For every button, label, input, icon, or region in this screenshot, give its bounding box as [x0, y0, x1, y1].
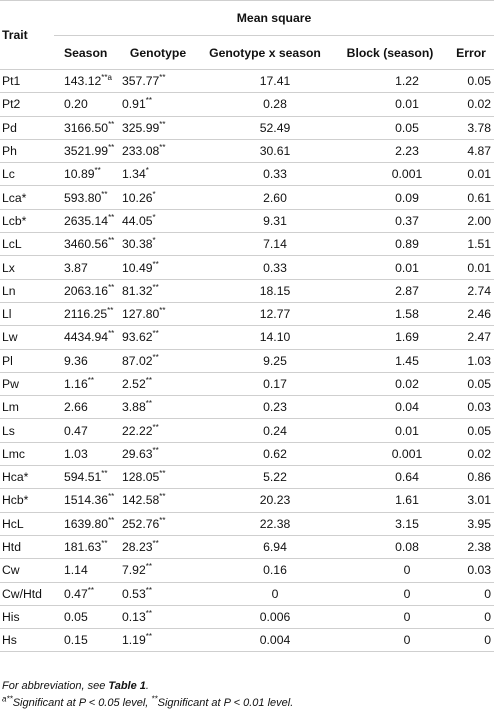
header-genotype-x-season: Genotype x season — [209, 45, 321, 60]
cell-error: 2.46 — [467, 307, 492, 322]
cell-season: 0.47** — [64, 585, 94, 601]
cell-genotype: 28.23** — [122, 539, 159, 555]
cell-genotype: 93.62** — [122, 329, 159, 345]
cell-block-season: 0.01 — [395, 423, 419, 438]
cell-trait: Pt1 — [2, 74, 21, 89]
cell-genotype: 10.26* — [122, 189, 156, 205]
cell-genotype-x-season: 9.31 — [263, 213, 287, 228]
cell-genotype: 325.99** — [122, 119, 166, 135]
table-row — [0, 559, 494, 582]
cell-error: 1.03 — [467, 353, 492, 368]
cell-season: 0.05 — [64, 609, 88, 624]
cell-block-season: 0.89 — [395, 237, 419, 252]
cell-error: 1.51 — [467, 237, 492, 252]
cell-block-season: 2.23 — [395, 144, 419, 159]
cell-trait: His — [2, 609, 20, 624]
table-reference-link[interactable]: Table 1 — [108, 680, 146, 692]
table-row — [0, 116, 494, 139]
table-row — [0, 279, 494, 302]
cell-season: 143.12$^{**a}$ — [64, 73, 112, 89]
cell-genotype: 3.88** — [122, 399, 152, 415]
cell-error: 4.87 — [467, 144, 492, 159]
cell-block-season: 1.58 — [395, 307, 419, 322]
cell-genotype-x-season: 0.33 — [263, 260, 287, 275]
cell-error: 0.61 — [467, 190, 492, 205]
cell-error: 0.05 — [467, 377, 492, 391]
cell-season: 1639.80** — [64, 515, 115, 531]
cell-trait: Ln — [2, 283, 16, 298]
cell-season: 1514.36** — [64, 492, 115, 508]
cell-error: 0.02 — [467, 97, 492, 112]
cell-error: 0.02 — [467, 446, 492, 461]
footnote-significance: $^{a**}$Significant at P < 0.05 level, **Significant at P < 0.01 level. — [2, 694, 294, 709]
cell-genotype: 233.08** — [122, 142, 166, 159]
cell-genotype-x-season: 20.23 — [259, 493, 291, 508]
cell-trait: Ls — [2, 423, 15, 438]
cell-error: 0 — [484, 609, 492, 624]
cell-genotype: 127.80** — [122, 306, 166, 322]
cell-genotype-x-season: 30.61 — [259, 144, 291, 159]
cell-block-season: 0.02 — [395, 377, 419, 391]
cell-error: 2.47 — [467, 330, 492, 345]
table-row — [0, 186, 494, 209]
table-row — [0, 442, 494, 465]
cell-trait: Pw — [2, 377, 19, 391]
cell-season: 2063.16** — [64, 282, 115, 298]
cell-error: 0.01 — [467, 167, 492, 182]
header-season: Season — [64, 45, 108, 60]
table-body — [0, 70, 494, 652]
cell-genotype: 30.38* — [122, 236, 156, 252]
cell-trait: Lw — [2, 330, 18, 345]
cell-trait: Lmc — [2, 446, 26, 461]
table-row — [0, 93, 494, 116]
cell-season: 9.36 — [64, 353, 88, 368]
cell-genotype: 87.02** — [122, 352, 159, 368]
cell-season: 0.15 — [64, 633, 88, 648]
cell-season: 1.03 — [64, 446, 88, 461]
cell-trait: Lca* — [2, 190, 27, 205]
cell-genotype: 142.58** — [122, 492, 166, 508]
cell-block-season: 0.09 — [395, 190, 419, 205]
cell-block-season: 1.61 — [395, 493, 419, 508]
cell-block-season: 0.37 — [395, 213, 419, 228]
table-row — [0, 209, 494, 232]
cell-error: 0 — [484, 633, 492, 648]
cell-trait: LcL — [2, 237, 22, 252]
table-row — [0, 582, 494, 605]
cell-block-season: 3.15 — [395, 516, 419, 531]
table-footnotes — [2, 678, 492, 712]
cell-genotype-x-season: 17.41 — [259, 74, 291, 89]
cell-genotype-x-season: 0.006 — [259, 609, 291, 624]
cell-genotype: 22.22** — [122, 422, 159, 438]
cell-genotype-x-season: 0.24 — [263, 423, 287, 438]
header-mean-square: Mean square — [54, 1, 494, 36]
cell-trait: Pl — [2, 353, 13, 368]
table-row — [0, 302, 494, 325]
cell-genotype-x-season: 0.16 — [263, 563, 287, 578]
table-row — [0, 419, 494, 442]
cell-trait: HcL — [2, 516, 24, 531]
cell-genotype: 1.19** — [122, 632, 152, 648]
table-row — [0, 233, 494, 256]
cell-season: 4434.94** — [64, 329, 115, 345]
cell-genotype-x-season: 5.22 — [263, 470, 287, 485]
table-row — [0, 70, 494, 93]
cell-genotype-x-season: 0 — [271, 586, 279, 601]
cell-block-season: 0.01 — [395, 97, 419, 112]
cell-trait: Ll — [2, 307, 12, 322]
cell-genotype-x-season: 0.62 — [263, 446, 287, 461]
cell-genotype-x-season: 12.77 — [259, 307, 291, 322]
cell-season: 1.16** — [64, 375, 94, 391]
table-row — [0, 466, 494, 489]
header-genotype: Genotype — [129, 45, 187, 60]
cell-genotype-x-season: 22.38 — [259, 516, 291, 531]
cell-genotype: 1.34* — [122, 166, 149, 182]
cell-block-season: 0.001 — [391, 167, 423, 182]
cell-genotype-x-season: 6.94 — [263, 540, 287, 555]
cell-trait: Lx — [2, 260, 15, 275]
cell-trait: Htd — [2, 540, 21, 555]
cell-block-season: 0 — [403, 633, 411, 648]
cell-block-season: 1.45 — [395, 353, 419, 368]
table-row — [0, 396, 494, 419]
cell-trait: Lm — [2, 400, 19, 415]
cell-genotype-x-season: 9.25 — [263, 353, 287, 368]
cell-genotype: 44.05* — [122, 212, 156, 228]
cell-genotype: 0.53** — [122, 585, 152, 601]
cell-error: 0.05 — [467, 74, 492, 89]
cell-genotype: 357.77** — [122, 73, 166, 89]
cell-error: 0.03 — [467, 563, 492, 578]
cell-season: 0.47 — [64, 423, 88, 438]
cell-trait: Hcb* — [2, 493, 29, 508]
cell-season: 3.87 — [64, 260, 88, 275]
cell-season: 3166.50** — [64, 119, 115, 135]
cell-block-season: 2.87 — [395, 283, 419, 298]
cell-season: 10.89** — [64, 166, 101, 182]
cell-block-season: 0 — [403, 563, 411, 578]
table-row — [0, 629, 494, 652]
cell-genotype-x-season: 2.60 — [263, 190, 287, 205]
cell-genotype-x-season: 0.17 — [263, 377, 287, 391]
cell-season: 181.63** — [64, 539, 108, 555]
table-row — [0, 163, 494, 186]
cell-season: 0.20 — [64, 97, 88, 112]
cell-block-season: 0.08 — [395, 540, 419, 555]
cell-season: 1.14 — [64, 563, 88, 578]
table-row — [0, 489, 494, 512]
cell-genotype: 10.49** — [122, 259, 159, 275]
cell-genotype-x-season: 0.33 — [263, 167, 287, 182]
cell-trait: Hca* — [2, 470, 29, 485]
cell-genotype: 29.63** — [122, 445, 159, 461]
cell-trait: Pd — [2, 120, 17, 135]
cell-error: 2.00 — [467, 213, 492, 228]
header-block-season: Block (season) — [346, 45, 434, 60]
footnote-abbreviation: For abbreviation, see Table 1. — [2, 680, 149, 692]
cell-error: 3.78 — [467, 120, 492, 135]
table-header — [0, 1, 494, 70]
cell-genotype-x-season: 0.004 — [259, 633, 291, 648]
cell-trait: Lcb* — [2, 213, 27, 228]
cell-genotype: 7.92** — [122, 562, 152, 578]
cell-genotype: 2.52** — [122, 375, 152, 391]
cell-genotype-x-season: 52.49 — [259, 120, 291, 135]
cell-trait: Hs — [2, 633, 17, 648]
cell-error: 0 — [484, 586, 492, 601]
cell-genotype: 81.32** — [122, 282, 159, 298]
cell-block-season: 0.64 — [395, 470, 419, 485]
cell-genotype: 128.05** — [122, 469, 166, 485]
cell-trait: Cw — [2, 563, 20, 578]
cell-error: 3.01 — [467, 493, 492, 508]
cell-season: 2.66 — [64, 400, 88, 415]
cell-trait: Ph — [2, 144, 17, 159]
cell-block-season: 0.04 — [395, 400, 419, 415]
cell-error: 0.03 — [467, 400, 492, 415]
table-row — [0, 139, 494, 162]
cell-genotype: 0.91** — [122, 96, 152, 112]
cell-error: 0.86 — [467, 470, 492, 485]
cell-genotype-x-season: 14.10 — [259, 330, 291, 345]
cell-block-season: 0 — [403, 609, 411, 624]
table-row — [0, 349, 494, 372]
cell-genotype-x-season: 7.14 — [263, 237, 287, 252]
table-row — [0, 535, 494, 558]
cell-genotype-x-season: 0.23 — [263, 400, 287, 415]
cell-error: 3.95 — [467, 516, 492, 531]
table-row — [0, 326, 494, 349]
cell-season: 3521.99** — [64, 142, 115, 159]
cell-trait: Pt2 — [2, 97, 21, 112]
cell-genotype: 0.13** — [122, 608, 152, 624]
table-row — [0, 605, 494, 628]
cell-block-season: 0.001 — [391, 446, 423, 461]
cell-season: 593.80** — [64, 189, 108, 205]
table-row — [0, 372, 494, 395]
cell-block-season: 0.05 — [395, 120, 419, 135]
cell-genotype-x-season: 18.15 — [259, 283, 291, 298]
cell-block-season: 1.69 — [395, 330, 419, 345]
cell-season: 2116.25** — [64, 306, 114, 322]
table-row — [0, 256, 494, 279]
cell-error: 0.05 — [467, 423, 492, 438]
cell-block-season: 1.22 — [395, 74, 419, 89]
cell-error: 0.01 — [467, 260, 492, 275]
table-row — [0, 512, 494, 535]
cell-genotype-x-season: 0.28 — [263, 97, 287, 112]
cell-block-season: 0 — [403, 586, 411, 601]
cell-error: 2.38 — [467, 540, 492, 555]
cell-season: 3460.56** — [64, 236, 115, 252]
cell-genotype: 252.76** — [122, 515, 166, 531]
cell-error: 2.74 — [467, 283, 492, 298]
header-trait: Trait — [2, 28, 28, 42]
header-error: Error — [456, 45, 486, 60]
cell-block-season: 0.01 — [395, 260, 419, 275]
cell-trait: Cw/Htd — [2, 586, 42, 601]
cell-trait: Lc — [2, 167, 15, 182]
cell-season: 594.51** — [64, 469, 108, 485]
cell-season: 2635.14** — [64, 212, 115, 228]
